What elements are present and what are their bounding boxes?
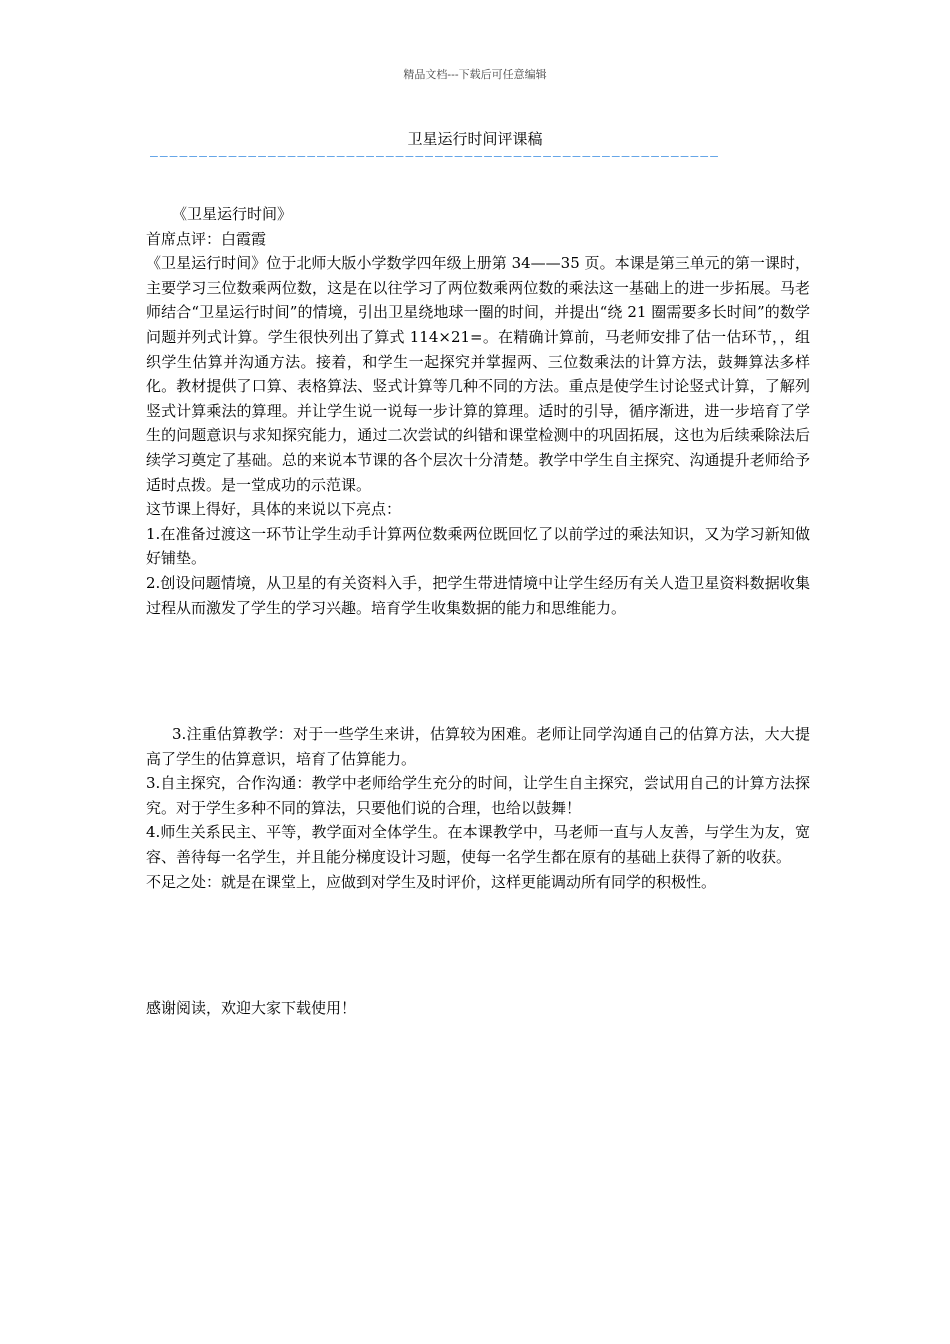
closing-section [146, 996, 810, 1021]
highlight-paragraph-3: 3.注重估算教学：对于一些学生来讲，估算较为困难。老师让同学沟通自己的估算方法，大大提高了学生的估算意识，培育了估算能力。 [146, 725, 810, 768]
highlight-paragraph-4: 4.师生关系民主、平等，教学面对全体学生。在本课教学中，马老师一直与人友善，与学生为友，宽容、善待每一名学生，并且能分梯度设计习题，使每一名学生都在原有的基础上获得了新的收获。 [146, 823, 810, 866]
document-title: 卫星运行时间评课稿 [407, 130, 543, 148]
highlights-intro-paragraph: 这节课上得好，具体的来说以下亮点： [146, 500, 402, 519]
reviewer-paragraph: 首席点评：白霞霞 [146, 229, 267, 248]
highlight-paragraph-1: 1.在准备过渡这一环节让学生动手计算两位数乘两位既回忆了以前学过的乘法知识，又为学习新知做好铺垫。 [146, 524, 810, 568]
header-note: 精品文档---下载后可任意编辑 [403, 68, 547, 81]
body-section-bottom [146, 722, 810, 894]
body-section-top [146, 202, 810, 620]
highlight-paragraph-2: 2.创设问题情境，从卫星的有关资料入手，把学生带进情境中让学生经历有关人造卫星资料数据收集过程从而激发了学生的学习兴趣。培育学生收集数据的能力和思维能力。 [146, 573, 810, 617]
title-underline: —————————————————————————————————————————————————————————— [150, 149, 720, 164]
subtitle-paragraph: 《卫星运行时间》 [172, 205, 293, 223]
closing-paragraph: 感谢阅读，欢迎大家下载使用！ [146, 999, 357, 1017]
summary-paragraph: 《卫星运行时间》位于北师大版小学数学四年级上册第 34——35 页。本课是第三单元的第一课时，主要学习三位数乘两位数，这是在以往学习了两位数乘两位数的乘法这一基础上的进一步拓展。马老师结合“卫星运行时间”的情境，引出卫星绕地球一圈的时间，并提出“绕 21 圈需要多长时间”的数学问题并列式计算。学生很快列出了算式 114×21=。在精确计算前，马老师安排了估一估环节，，组织学生估算并沟通方法。接着，和学生一起探究并掌握两、三位数乘法的计算方法，鼓舞算法多样化。教材提供了口算、表格算法、竖式计算等几种不同的方法。重点是使学生讨论竖式计算，了解列竖式计算乘法的算理。并让学生说一说每一步计算的算理。适时的引导，循序渐进，进一步培育了学生的问题意识与求知探究能力，通过二次尝试的纠错和课堂检测中的巩固拓展，这也为后续乘除法后续学习奠定了基础。总的来说本节课的各个层次十分清楚。教学中学生自主探究、沟通提升老师给予适时点拨。是一堂成功的示范课。 [146, 254, 810, 494]
highlight-paragraph-3b: 3.自主探究，合作沟通：教学中老师给学生充分的时间，让学生自主探究，尝试用自己的计算方法探究。对于学生多种不同的算法，只要他们说的合理，也给以鼓舞！ [146, 774, 810, 817]
shortcoming-paragraph: 不足之处：就是在课堂上，应做到对学生及时评价，这样更能调动所有同学的积极性。 [146, 872, 717, 891]
